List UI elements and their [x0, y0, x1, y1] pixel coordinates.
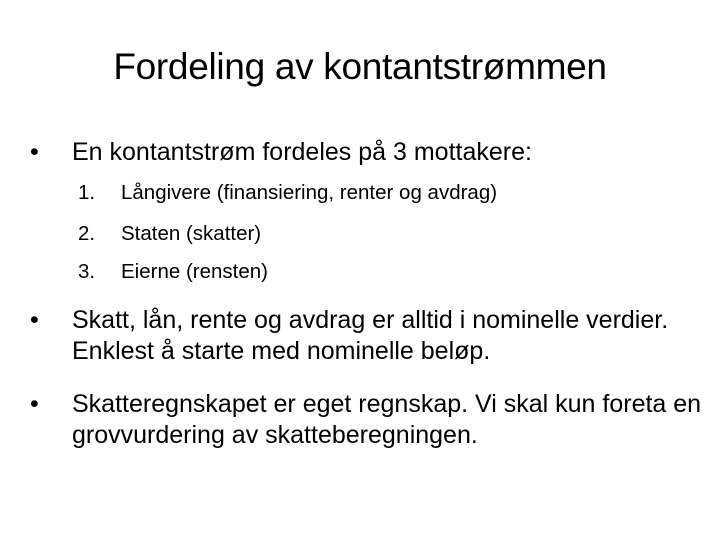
item-number: 3.	[78, 260, 96, 283]
bullet-text: Skatteregnskapet er eget regnskap. Vi skal kun foreta en grovvurdering av skatteberegningen.	[72, 390, 702, 449]
numbered-item	[78, 259, 698, 285]
bullet-text: Skatt, lån, rente og avdrag er alltid i nominelle verdier. Enklest å starte med nominelle beløp.	[72, 306, 669, 365]
item-number: 2.	[78, 222, 96, 245]
bullet-item	[30, 389, 700, 451]
bullet-item	[30, 137, 700, 168]
slide-title: Fordeling av kontantstrømmen	[113, 46, 607, 87]
bullet-point-icon: •	[30, 390, 39, 418]
bullet-item	[30, 305, 700, 367]
item-text: Eierne (rensten)	[121, 260, 268, 283]
item-number: 1.	[78, 181, 96, 204]
numbered-item	[78, 221, 698, 247]
item-text: Långivere (finansiering, renter og avdrag)	[121, 181, 498, 204]
numbered-item	[78, 180, 698, 206]
bullet-point-icon: •	[30, 138, 39, 166]
item-text: Staten (skatter)	[121, 222, 262, 245]
bullet-point-icon: •	[30, 306, 39, 334]
bullet-text: En kontantstrøm fordeles på 3 mottakere:	[72, 138, 532, 166]
